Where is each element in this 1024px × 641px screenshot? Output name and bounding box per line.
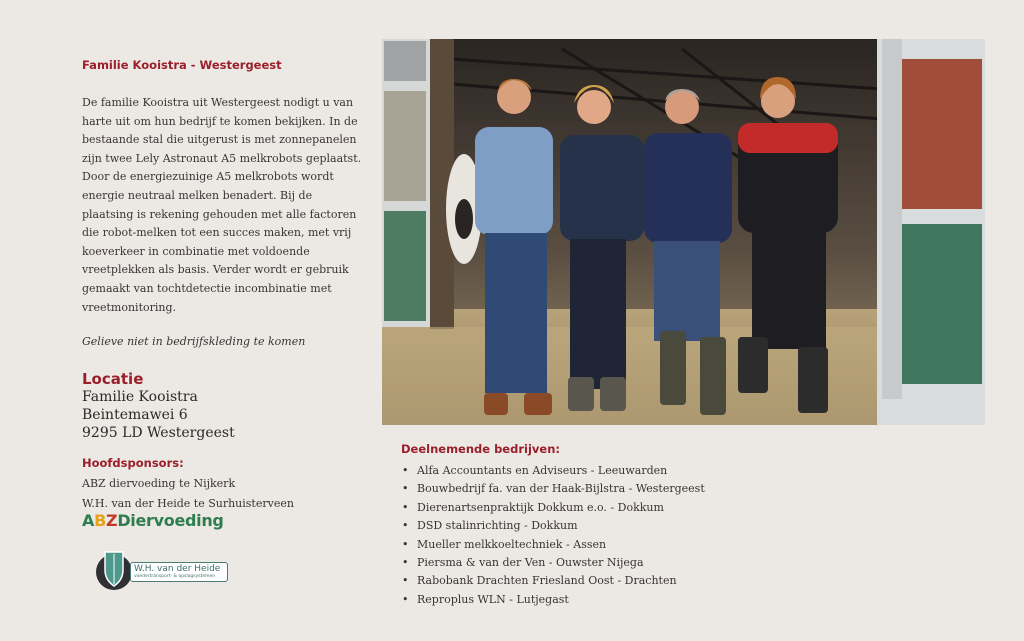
sponsor-item: ABZ diervoeding te Nijkerk [82,477,236,491]
companies-list [401,462,1001,609]
sponsor-item: W.H. van der Heide te Surhuisterveen [82,496,294,510]
wh-van-der-heide-wordmark: W.H. van der Heide voedertransport- & opslagsystemen [130,562,228,582]
companies-title: Deelnemende bedrijven: [401,442,560,456]
location-title: Locatie [82,370,144,389]
sponsor-list [82,475,362,513]
intro-text: De familie Kooistra uit Westergeest nodigt u van harte uit om hun bedrijf te komen bekijken. In de bestaande stal die uitgerust is met zonnepanelen zijn twee Lely Astronaut A5 melkrobots geplaatst. Door de energiezuinige A5 melkrobots wordt energie neutraal melken benadert. Bij de plaatsing is rekening gehouden met alle factoren die robot-melken tot een succes maken, met vrij koeverkeer in combinatie met voldoende vreetplekken als basis. Verder wordt er gebruik gemaakt van tochtdetectie incombinatie met vreetmonitoring. [82,96,362,314]
family-barn-photo [382,39,985,425]
family-photo [382,39,985,425]
location-postcode-city: 9295 LD Westergeest [82,425,235,442]
list-item: • Bouwbedrijf fa. van der Haak-Bijlstra - Westergeest [401,480,1001,498]
list-item: • Alfa Accountants en Adviseurs - Leeuwarden [401,462,1001,480]
intro-title: Familie Kooistra - Westergeest [82,58,282,72]
abz-diervoeding-logo: A B Z Diervoeding [82,511,224,530]
sponsors-title: Hoofdsponsors: [82,456,184,471]
list-item: • Mueller melkkoeltechniek - Assen [401,536,1001,554]
list-item: • DSD stalinrichting - Dokkum [401,517,1001,535]
companies-column [401,442,1001,609]
list-item: • Reproplus WLN - Lutjegast [401,591,1001,609]
list-item: • Piersma & van der Ven - Ouwster Nijega [401,554,1001,572]
location-street: Beintemawei 6 [82,407,188,424]
list-item: • Dierenartsenpraktijk Dokkum e.o. - Dokkum [401,499,1001,517]
intro-column [82,55,362,513]
list-item: • Rabobank Drachten Friesland Oost - Drachten [401,572,1001,590]
location-name: Familie Kooistra [82,389,198,406]
wh-van-der-heide-logo [94,546,234,592]
shield-icon [94,546,134,592]
dress-code-note: Gelieve niet in bedrijfskleding te komen [82,335,306,349]
